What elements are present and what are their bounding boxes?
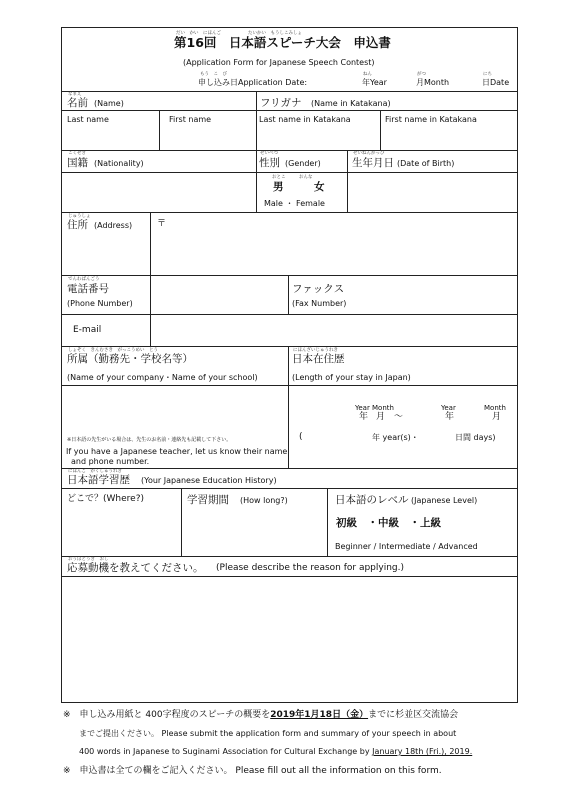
first-name-label: First name <box>169 115 212 124</box>
edu-label: 日本語学習歴 <box>67 474 130 486</box>
dob-label-en: (Date of Birth) <box>397 159 455 168</box>
stay-from-year-jp: 年 <box>359 412 369 422</box>
edu-howlong-jp: 学習期間 <box>187 494 229 506</box>
reason-ruby: おうぼどうき おし <box>68 557 109 562</box>
application-date-label: 申し込み日Application Date: <box>198 78 308 87</box>
footer-line1c: までに杉並区交流協会 <box>368 710 459 720</box>
gender-female-jp[interactable]: 女 <box>314 181 325 193</box>
phone-field[interactable] <box>151 276 287 313</box>
divider <box>61 150 518 151</box>
stay-to-year-jp: 年 <box>445 412 455 422</box>
affiliation-label-en: (Name of your company・Name of your school) <box>67 373 258 382</box>
month-ruby: がつ <box>417 72 426 77</box>
first-name-katakana-field[interactable] <box>381 126 517 149</box>
footer-line3 <box>79 747 472 757</box>
divider <box>61 91 518 92</box>
app-month-label: 月Month <box>416 78 450 87</box>
stay-years-label: 年 year(s)・ <box>372 433 419 442</box>
name-label-en: (Name) <box>94 99 124 108</box>
last-name-katakana-field[interactable] <box>257 126 379 149</box>
gender-ruby: せいべつ <box>260 151 278 156</box>
stay-from-month-en: Month <box>372 404 394 412</box>
title-ruby: だい かい にほんご たいかい もうしこみしょ <box>176 31 302 36</box>
nationality-label: 国籍 <box>67 157 88 169</box>
divider <box>327 488 328 556</box>
phone-ruby: でんわばんごう <box>68 277 100 282</box>
divider <box>61 346 518 347</box>
furigana-label-en: (Name in Katakana) <box>311 99 391 108</box>
edu-level-jp: 日本語のレベル <box>335 494 409 506</box>
gender-options-en[interactable]: Male ・ Female <box>264 199 325 208</box>
furigana-label: フリガナ <box>260 97 302 109</box>
day-ruby: にち <box>483 72 492 77</box>
stay-to-month-jp: 月 <box>492 412 502 422</box>
nationality-ruby: こくせき <box>68 151 86 156</box>
gender-label: 性別 <box>259 157 280 169</box>
first-name-katakana-label: First name in Katakana <box>385 115 477 124</box>
footer-deadline-jp: 2019年1月18日（金） <box>270 710 369 720</box>
app-date-day-label: 日Date <box>482 78 510 87</box>
stay-label: 日本在住歴 <box>292 353 345 365</box>
dob-ruby: せいねんがっぴ <box>353 151 385 156</box>
last-name-label: Last name <box>67 115 109 124</box>
address-ruby: じゅうしょ <box>68 214 91 219</box>
first-name-field[interactable] <box>160 126 255 149</box>
reason-field[interactable] <box>62 577 517 702</box>
teacher-note-jp: ※日本語の先生がいる場合は、先生のお名前・連絡先も記載して下さい。 <box>67 437 232 443</box>
edu-where-field[interactable] <box>62 507 180 555</box>
app-year-label: 年Year <box>362 78 387 87</box>
divider <box>61 110 518 111</box>
stay-to-year-en: Year <box>441 404 456 412</box>
postal-mark: 〒 <box>157 219 167 229</box>
gender-options-ruby: おとこ おんな <box>272 175 313 180</box>
address-field[interactable] <box>151 213 517 274</box>
divider <box>61 275 518 276</box>
divider <box>288 346 289 468</box>
teacher-note-en2: and phone number. <box>71 457 150 466</box>
address-label-en: (Address) <box>94 221 133 230</box>
name-ruby: なまえ <box>68 92 82 97</box>
divider <box>256 150 257 212</box>
edu-where-label: どこで？(Where?) <box>67 494 144 504</box>
footer-line2: までご提出ください。 Please submit the application form and summary of your speech in about <box>79 729 457 738</box>
divider <box>61 556 518 557</box>
fax-label-en: (Fax Number) <box>292 299 347 308</box>
footer-deadline-en: January 18th (Fri.), 2019. <box>372 747 473 756</box>
year-ruby: ねん <box>363 72 372 77</box>
edu-label-en: (Your Japanese Education History) <box>141 476 277 485</box>
form-subtitle: (Application Form for Japanese Speech Contest) <box>183 58 375 67</box>
address-label: 住所 <box>67 219 88 231</box>
form-title: 第16回 日本語スピーチ大会 申込書 <box>174 35 391 50</box>
stay-from-month-jp: 月 <box>376 412 386 422</box>
divider <box>61 488 518 489</box>
divider <box>288 275 289 314</box>
last-name-katakana-label: Last name in Katakana <box>259 115 351 124</box>
app-date-ruby: もう こ び <box>200 72 227 77</box>
dob-field[interactable] <box>348 173 517 211</box>
stay-to-month-en: Month <box>484 404 506 412</box>
edu-level-en: (Japanese Level) <box>411 496 478 505</box>
gender-male-jp[interactable]: 男 <box>273 181 284 193</box>
footer-line3a: 400 words in Japanese to Suginami Association for Cultural Exchange by <box>79 747 370 756</box>
edu-level-options-jp[interactable]: 初級 ・中級 ・上級 <box>336 517 441 529</box>
divider <box>61 385 518 386</box>
footer-line1 <box>63 710 458 721</box>
reason-label: 応募動機を教えてください。 <box>67 562 204 574</box>
edu-level-options-en[interactable]: Beginner / Intermediate / Advanced <box>335 542 478 551</box>
stay-from-year-en: Year <box>355 404 370 412</box>
name-label: 名前 <box>67 97 88 109</box>
edu-howlong-field[interactable] <box>182 507 326 555</box>
phone-label-en: (Phone Number) <box>67 299 133 308</box>
stay-open-paren: ( <box>299 432 303 442</box>
email-field[interactable] <box>151 315 517 345</box>
stay-days-label: 日間 days) <box>455 433 496 442</box>
fax-label: ファックス <box>292 283 345 295</box>
footer-line4: ※ 申込書は全ての欄をご記入ください。 Please fill out all the information on this form. <box>63 766 442 776</box>
nationality-field[interactable] <box>62 173 255 211</box>
teacher-note-en1: If you have a Japanese teacher, let us know their name <box>66 447 288 456</box>
email-label: E-mail <box>73 325 102 335</box>
stay-label-en: (Length of your stay in Japan) <box>292 373 411 382</box>
affiliation-label: 所属（勤務先・学校名等） <box>67 353 193 365</box>
last-name-field[interactable] <box>62 126 158 149</box>
stay-tilde: ～ <box>394 412 404 422</box>
phone-label: 電話番号 <box>67 283 109 295</box>
gender-label-en: (Gender) <box>285 159 321 168</box>
stay-ruby: にほんざいじゅうれき <box>293 348 338 353</box>
footer-line1a: ※ 申し込み用紙と 400字程度のスピーチの概要を <box>63 710 271 720</box>
edu-ruby: にほんご がくしゅうれき <box>68 469 122 474</box>
divider <box>61 468 518 469</box>
dob-label: 生年月日 <box>352 157 394 169</box>
nationality-label-en: (Nationality) <box>94 159 144 168</box>
reason-label-en: (Please describe the reason for applying.) <box>216 563 405 573</box>
edu-howlong-en: (How long?) <box>240 496 288 505</box>
affiliation-ruby: しょぞく きんむさき がっこうめい とう <box>68 348 158 353</box>
